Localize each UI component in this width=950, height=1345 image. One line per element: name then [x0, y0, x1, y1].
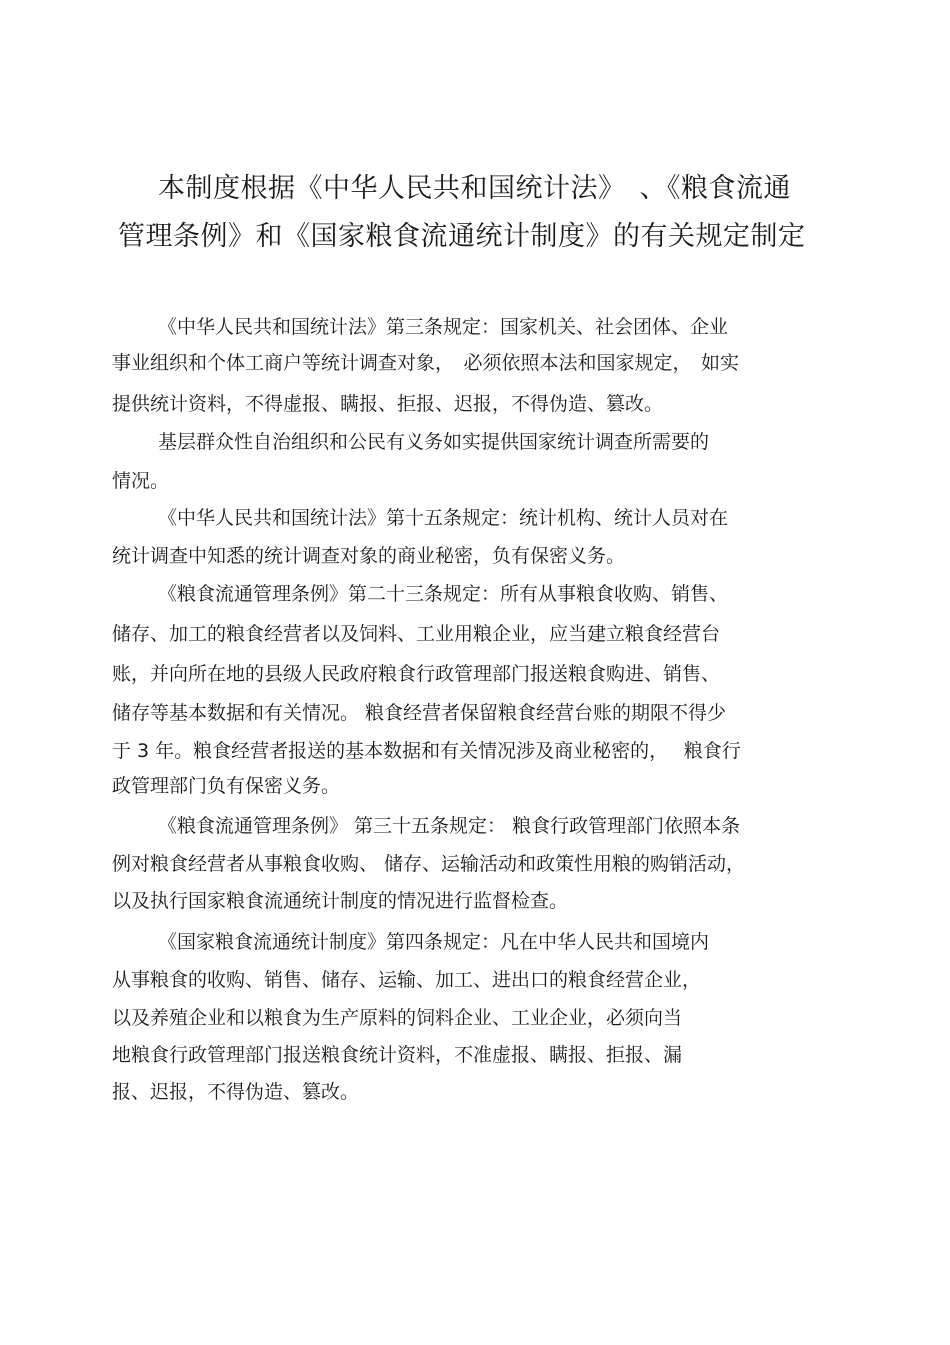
heading-line-1: 本制度根据《中华人民共和国统计法》 、《粮食流通	[158, 173, 791, 204]
paragraph-line: 以及养殖企业和以粮食为生产原料的饲料企业、工业企业，必须向当	[112, 1007, 683, 1029]
paragraph-line: 基层群众性自治组织和公民有义务如实提供国家统计调查所需要的	[158, 431, 710, 453]
heading-line-2: 管理条例》和《国家粮食流通统计制度》的有关规定制定	[118, 221, 806, 252]
paragraph-line: 统计调查中知悉的统计调查对象的商业秘密，负有保密义务。	[112, 545, 626, 567]
paragraph-line: 以及执行国家粮食流通统计制度的情况进行监督检查。	[112, 890, 569, 912]
paragraph-line: 政管理部门负有保密义务。	[112, 775, 341, 797]
paragraph-line: 提供统计资料，不得虚报、瞒报、拒报、迟报，不得伪造、篡改。	[112, 393, 664, 415]
paragraph-line: 《中华人民共和国统计法》第十五条规定：统计机构、统计人员对在	[158, 507, 729, 529]
paragraph-line: 于 3 年。粮食经营者报送的基本数据和有关情况涉及商业秘密的， 粮食行	[112, 740, 741, 762]
paragraph-line: 储存等基本数据和有关情况。 粮食经营者保留粮食经营台账的期限不得少	[112, 702, 727, 724]
paragraph-line: 例对粮食经营者从事粮食收购、 储存、运输活动和政策性用粮的购销活动，	[112, 853, 746, 875]
paragraph-line: 事业组织和个体工商户等统计调查对象， 必须依照本法和国家规定， 如实	[112, 352, 740, 374]
paragraph-line: 《中华人民共和国统计法》第三条规定：国家机关、社会团体、企业	[158, 316, 729, 338]
paragraph-line: 情况。	[112, 470, 170, 492]
paragraph-line: 报、迟报，不得伪造、篡改。	[112, 1081, 360, 1103]
paragraph-line: 《粮食流通管理条例》 第三十五条规定： 粮食行政管理部门依照本条	[158, 815, 741, 837]
paragraph-line: 地粮食行政管理部门报送粮食统计资料，不准虚报、瞒报、拒报、漏	[112, 1044, 683, 1066]
paragraph-line: 从事粮食的收购、销售、储存、运输、加工、进出口的粮食经营企业，	[112, 969, 702, 991]
paragraph-line: 《国家粮食流通统计制度》第四条规定：凡在中华人民共和国境内	[158, 931, 710, 953]
paragraph-line: 《粮食流通管理条例》第二十三条规定：所有从事粮食收购、销售、	[158, 583, 729, 605]
paragraph-line: 储存、加工的粮食经营者以及饲料、工业用粮企业，应当建立粮食经营台	[112, 623, 721, 645]
paragraph-line: 账，并向所在地的县级人民政府粮食行政管理部门报送粮食购进、销售、	[112, 663, 721, 685]
